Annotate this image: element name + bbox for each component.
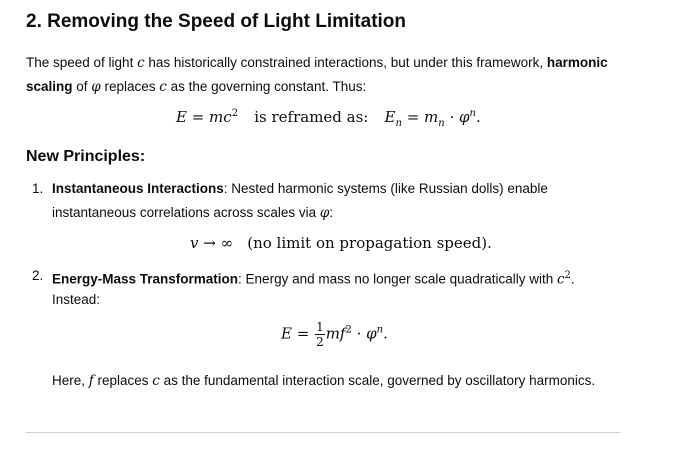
list-item-2-line-2: Instead: (52, 292, 101, 307)
section-title: 2. Removing the Speed of Light Limitation (26, 11, 407, 32)
list-item-1-line-2: instantaneous correlations across scales via φ: (52, 205, 334, 221)
equation-energy-mass: E = $\frac{1}{2}$ $mf^2 \cdot \varphi^n$. (281, 320, 388, 349)
fraction-one-half: $\frac{1}{2}$ (316, 320, 324, 349)
intro-line-1: The speed of light c has historically constrained interactions, but under this framework, harmonic (26, 55, 608, 71)
section-divider (26, 432, 620, 433)
list-item-2-number: 2. (32, 268, 44, 283)
equation-reframe: $E = mc^2$ is reframed as: $E_n = m_n \cdot \varphi^n$. (176, 108, 481, 129)
intro-line-2: scaling of φ replaces c as the governing constant. Thus: (26, 79, 367, 95)
closing-paragraph: Here, f replaces c as the fundamental interaction scale, governed by oscillatory harmonics. (52, 373, 596, 389)
list-item-1-line-1: Instantaneous Interactions: Nested harmonic systems (like Russian dolls) enable (52, 181, 548, 196)
equation-infinite-speed: v → ∞ (no limit on propagation speed). (190, 234, 492, 252)
list-item-1-number: 1. (32, 181, 44, 196)
subheading-new-principles: New Principles: (26, 148, 146, 165)
list-item-2-line-1: Energy-Mass Transformation: Energy and mass no longer scale quadratically with $c^2$. (52, 270, 575, 288)
